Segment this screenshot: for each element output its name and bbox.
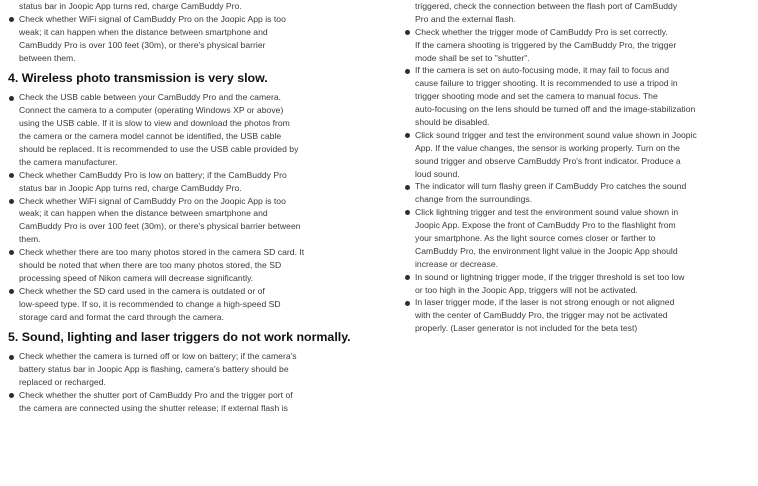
bullet-item: Click lightning trigger and test the environment sound value shown in <box>404 206 736 219</box>
text-line: change from the surroundings. <box>415 194 533 205</box>
bullet-item: The indicator will turn flashy green if CamBuddy Pro catches the sound <box>404 180 736 193</box>
text-line: status bar in Joopic App turns red, charge CamBuddy Pro. <box>19 182 242 193</box>
text-line: If the camera shooting is triggered by the CamBuddy Pro, the trigger <box>415 39 677 50</box>
right-column <box>404 0 736 335</box>
text-line: battery status bar in Joopic App is flashing, camera's battery should be <box>19 364 289 375</box>
text-line: auto-focusing on the lens should be turned off and the image-stabilization <box>415 104 696 115</box>
bullet-item: Check whether there are too many photos stored in the camera SD card. It <box>8 246 356 259</box>
text-line: low-speed type. If so, it is recommended to change a high-speed SD <box>19 298 281 309</box>
bullet-item: Check whether the camera is turned off or low on battery; if the camera's <box>8 350 356 363</box>
text-line: replaced or recharged. <box>19 377 106 388</box>
bullet-item: If the camera is set on auto-focusing mode, it may fail to focus and <box>404 64 736 77</box>
section-5-heading: 5. Sound, lighting and laser triggers do not work normally. <box>8 330 351 345</box>
text-line: loud sound. <box>415 168 460 179</box>
bullet-item: Check whether the trigger mode of CamBuddy Pro is set correctly. <box>404 26 736 39</box>
text-line: or too high in the Joopic App, triggers will not be activated. <box>415 284 638 295</box>
text-line: weak; it can happen when the distance between smartphone and <box>19 26 268 37</box>
text-line: triggered, check the connection between the flash port of CamBuddy <box>415 1 678 11</box>
text-line: should be replaced. It is recommended to use the USB cable provided by <box>19 144 299 155</box>
bullet-item: In sound or lightning trigger mode, if the trigger threshold is set too low <box>404 271 736 284</box>
text-line: should be disabled. <box>415 117 490 128</box>
section-4-heading: 4. Wireless photo transmission is very slow. <box>8 71 268 86</box>
text-line: them. <box>19 234 41 245</box>
text-line: sound trigger and observe CamBuddy Pro's front indicator. Produce a <box>415 155 681 166</box>
text-line: processing speed of Nikon camera will decrease significantly. <box>19 272 254 283</box>
bullet-item: Check whether WiFi signal of CamBuddy Pro on the Joopic App is too <box>8 195 356 208</box>
text-line: App. If the value changes, the sensor is working properly. Turn on the <box>415 142 680 153</box>
text-line: status bar in Joopic App turns red, charge CamBuddy Pro. <box>19 1 242 11</box>
text-line: with the center of CamBuddy Pro, the trigger may not be activated <box>415 310 668 321</box>
bullet-item: Check whether WiFi signal of CamBuddy Pro on the Joopic App is too <box>8 13 356 26</box>
bullet-item: Click sound trigger and test the environment sound value shown in Joopic <box>404 129 736 142</box>
text-line: mode shall be set to "shutter". <box>415 52 530 63</box>
text-line: the camera manufacturer. <box>19 156 118 167</box>
text-line: between them. <box>19 52 76 63</box>
text-line: CamBuddy Pro, the environment light value in the Joopic App should <box>415 245 678 256</box>
bullet-item: Check whether the shutter port of CamBuddy Pro and the trigger port of <box>8 389 356 402</box>
text-line: the camera are connected using the shutter release; if external flash is <box>19 403 288 414</box>
text-line: cause failure to trigger shooting. It is recommended to use a tripod in <box>415 78 678 89</box>
text-line: weak; it can happen when the distance between smartphone and <box>19 208 268 219</box>
text-line: properly. (Laser generator is not included for the beta test) <box>415 323 638 334</box>
text-line: should be noted that when there are too many photos stored, the SD <box>19 260 282 271</box>
text-line: Connect the camera to a computer (operating Windows XP or above) <box>19 105 284 116</box>
text-line: storage card and format the card through the camera. <box>19 311 225 322</box>
text-line: CamBuddy Pro is over 100 feet (30m), or there's physical barrier between <box>19 221 301 232</box>
bullet-item: Check the USB cable between your CamBuddy Pro and the camera. <box>8 91 356 104</box>
text-line: using the USB cable. If it is slow to view and download the photos from <box>19 118 290 129</box>
text-line: the camera or the camera model cannot be identified, the USB cable <box>19 131 282 142</box>
text-line: Joopic App. Expose the front of CamBuddy Pro to the flashlight from <box>415 220 676 231</box>
text-line: trigger shooting mode and set the camera to manual focus. The <box>415 91 658 102</box>
bullet-item: Check whether CamBuddy Pro is low on battery; if the CamBuddy Pro <box>8 169 356 182</box>
bullet-item: Check whether the SD card used in the camera is outdated or of <box>8 285 356 298</box>
text-line: your smartphone. As the light source comes closer or farther to <box>415 233 656 244</box>
text-line: Pro and the external flash. <box>415 13 516 24</box>
bullet-item: In laser trigger mode, if the laser is not strong enough or not aligned <box>404 296 736 309</box>
left-column <box>8 0 356 415</box>
text-line: increase or decrease. <box>415 258 499 269</box>
text-line: CamBuddy Pro is over 100 feet (30m), or there's physical barrier <box>19 39 266 50</box>
